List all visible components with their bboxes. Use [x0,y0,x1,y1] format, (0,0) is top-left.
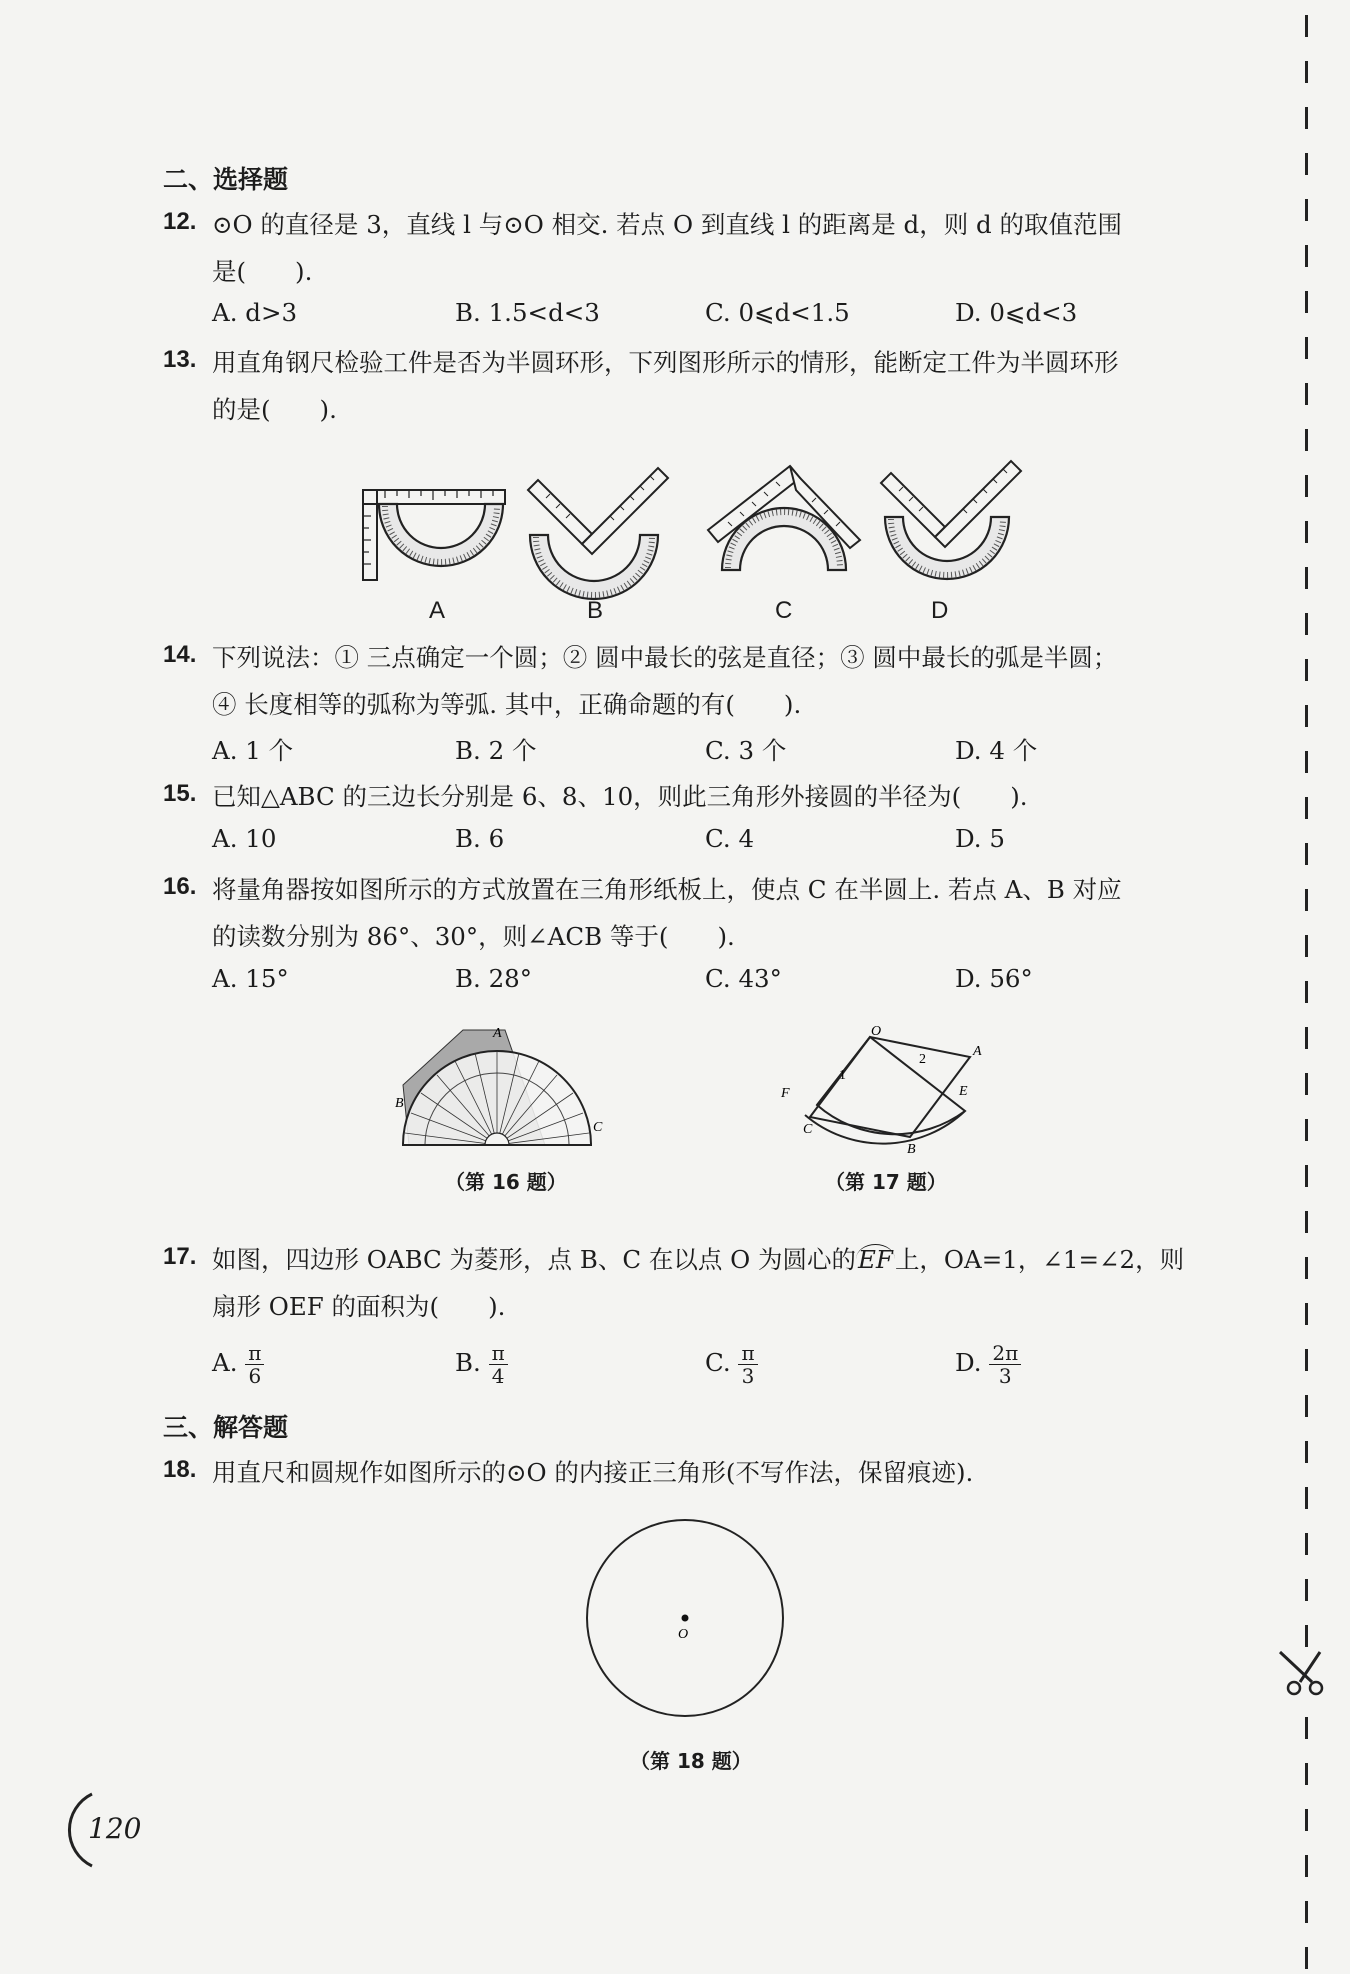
q16-option-a: A. 15° [212,964,289,993]
q17-option-a-label: A. [212,1348,238,1377]
cut-line-dash [1305,521,1308,543]
q16-point-b: B [395,1096,404,1111]
q17-line2: 扇形 OEF 的面积为( ). [212,1292,506,1321]
q17-point-o: O [871,1024,882,1039]
q17-point-c: C [803,1122,813,1137]
q16-option-c: C. 43° [705,964,782,993]
cut-line-dash [1305,1027,1308,1049]
section-answer-heading: 三、解答题 [163,1413,289,1442]
q12-number: 12. [163,208,197,235]
cut-line-dash [1305,659,1308,681]
q15-option-c: C. 4 [705,824,755,853]
q17-option-b [455,1342,508,1387]
cut-line-dash [1305,291,1308,313]
q16-option-b: B. 28° [455,964,533,993]
cut-line-dash [1305,475,1308,497]
cut-line-dash [1305,705,1308,727]
cut-line-dash [1305,1165,1308,1187]
q16-number: 16. [163,873,197,900]
q14-line2: ④ 长度相等的弧称为等弧. 其中，正确命题的有( ). [212,690,802,719]
cut-line-dash [1305,1303,1308,1325]
q16-caption: （第 16 题） [445,1170,567,1194]
q14-option-c: C. 3 个 [705,736,787,765]
cut-line-dash [1305,1855,1308,1877]
cut-line-dash [1305,1119,1308,1141]
q16-protractor-figure [395,1025,615,1150]
cut-line-dash [1305,1809,1308,1831]
q17-option-c-fraction: $\frac{\pi}{3}$ [738,1342,757,1387]
cut-line-dash [1305,1901,1308,1923]
q13-figure-b [520,460,680,580]
q15-option-a: A. 10 [212,824,277,853]
cut-line-dash [1305,843,1308,865]
q18-circle-figure [585,1518,785,1718]
q18-line1: 用直尺和圆规作如图所示的⊙O 的内接正三角形(不写作法，保留痕迹). [212,1458,974,1487]
cut-line-dash [1305,1349,1308,1371]
q13-label-b: B [587,597,604,624]
q17-option-b-fraction: $\frac{\pi}{4}$ [489,1342,508,1387]
cut-line-dash [1305,61,1308,83]
q17-caption: （第 17 题） [825,1170,947,1194]
q17-angle-2: 2 [919,1052,926,1067]
q13-label-c: C [775,597,793,624]
q17-option-d-label: D. [955,1348,982,1377]
q16-option-d: D. 56° [955,964,1033,993]
q14-line1: 下列说法：① 三点确定一个圆；② 圆中最长的弦是直径；③ 圆中最长的弧是半圆； [212,643,1118,672]
cut-line-dash [1305,1625,1308,1647]
q12-option-a: A. d>3 [212,298,298,327]
q16-line2: 的读数分别为 86°、30°，则∠ACB 等于( ). [212,922,735,951]
q18-caption: （第 18 题） [630,1749,752,1773]
q16-point-a: A [493,1026,502,1041]
q13-number: 13. [163,346,197,373]
cut-line-dash [1305,199,1308,221]
q17-option-a-fraction: $\frac{\pi}{6}$ [245,1342,264,1387]
q18-center-label: O [678,1627,689,1642]
q13-label-a: A [429,597,446,624]
cut-line-dash [1305,1947,1308,1969]
section-choice-heading: 二、选择题 [163,165,289,194]
q12-line2: 是( ). [212,257,313,286]
q15-number: 15. [163,780,197,807]
cut-line-dash [1305,1533,1308,1555]
q14-option-a: A. 1 个 [212,736,294,765]
q14-number: 14. [163,641,197,668]
cut-line-dash [1305,797,1308,819]
cut-line-dash [1305,337,1308,359]
q17-point-a: A [973,1044,982,1059]
q17-point-e: E [959,1084,968,1099]
q13-line2: 的是( ). [212,395,337,424]
scissors-icon [1276,1648,1336,1698]
cut-line-dash [1305,1211,1308,1233]
q17-option-d [955,1342,1021,1387]
q13-label-d: D [931,597,949,624]
q17-option-a [212,1342,264,1387]
q18-number: 18. [163,1456,197,1483]
cut-line-dash [1305,153,1308,175]
q13-figure-d [875,465,1035,585]
cut-line-dash [1305,1395,1308,1417]
cut-line-dash [1305,1717,1308,1739]
q17-point-b: B [907,1142,916,1157]
q17-option-d-fraction: $\frac{2\pi}{3}$ [989,1342,1021,1387]
cut-line-dash [1305,1579,1308,1601]
q17-line1-start: 如图，四边形 OABC 为菱形，点 B、C 在以点 O 为圆心的 [212,1245,857,1274]
cut-line-dash [1305,751,1308,773]
q17-option-c-label: C. [705,1348,731,1377]
cut-line-dash [1305,245,1308,267]
q17-line1 [212,1241,1184,1276]
cut-line-dash [1305,107,1308,129]
q13-figure-c [700,460,870,580]
q17-sector-figure [775,1025,995,1155]
q12-line1: ⊙O 的直径是 3，直线 l 与⊙O 相交. 若点 O 到直线 l 的距离是 d，则 d 的取值范围 [212,210,1122,239]
cut-line-dash [1305,889,1308,911]
cut-line-dash [1305,1487,1308,1509]
cut-line-dash [1305,1257,1308,1279]
cut-line-dash [1305,981,1308,1003]
q12-option-b: B. 1.5<d<3 [455,298,600,327]
q13-line1: 用直角钢尺检验工件是否为半圆环形，下列图形所示的情形，能断定工件为半圆环形 [212,348,1119,377]
q17-number: 17. [163,1243,197,1270]
cut-line-dash [1305,1441,1308,1463]
q16-line1: 将量角器按如图所示的方式放置在三角形纸板上，使点 C 在半圆上. 若点 A、B 对应 [212,875,1122,904]
q17-option-c [705,1342,758,1387]
cut-line-dash [1305,935,1308,957]
q17-angle-1: 1 [839,1068,846,1083]
q13-figure-a [355,480,515,590]
cut-line-dash [1305,1073,1308,1095]
q14-option-b: B. 2 个 [455,736,537,765]
q12-option-d: D. 0⩽d<3 [955,298,1078,327]
q12-option-c: C. 0⩽d<1.5 [705,298,850,327]
page-number: 120 [88,1812,142,1845]
q14-option-d: D. 4 个 [955,736,1038,765]
cut-line-dash [1305,567,1308,589]
cut-line-dash [1305,613,1308,635]
q17-arc-ef: EF [858,1245,893,1274]
q15-option-d: D. 5 [955,824,1005,853]
cut-line-dash [1305,1763,1308,1785]
q16-point-c: C [593,1120,603,1135]
q17-line1-end: 上，OA=1，∠1=∠2，则 [894,1245,1185,1274]
q15-line1: 已知△ABC 的三边长分别是 6、8、10，则此三角形外接圆的半径为( ). [212,782,1028,811]
cut-line-dash [1305,15,1308,37]
cut-line-dash [1305,429,1308,451]
q17-option-b-label: B. [455,1348,481,1377]
cut-line-dash [1305,383,1308,405]
q15-option-b: B. 6 [455,824,505,853]
q17-point-f: F [781,1086,790,1101]
